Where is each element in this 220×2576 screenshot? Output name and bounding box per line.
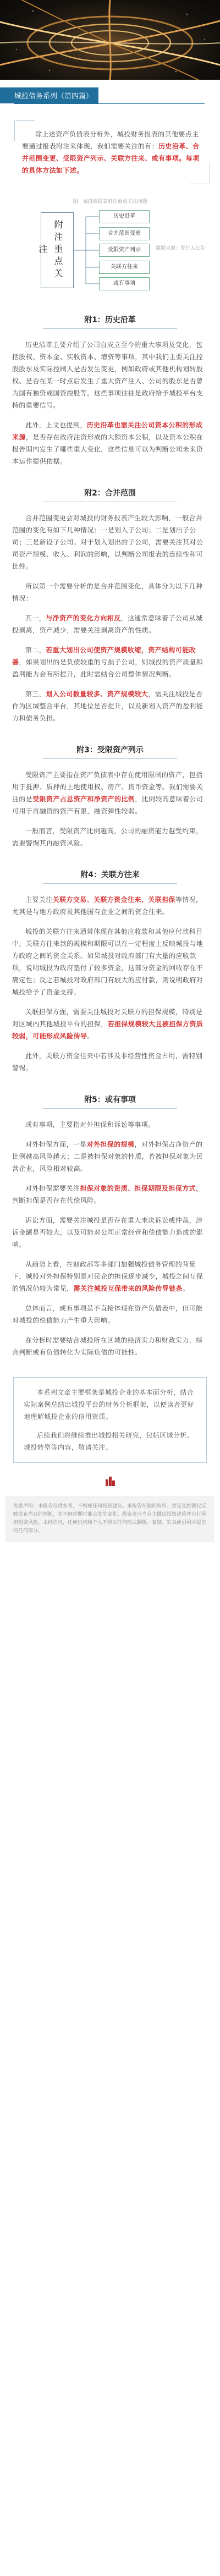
highlight-text: 历史沿革也需关注公司资本公积的形成来源 bbox=[12, 421, 203, 441]
section-paragraph bbox=[12, 419, 208, 467]
figure-caption: 图：城投债报表附注重点关注问题 bbox=[73, 199, 147, 205]
section-paragraph bbox=[12, 1006, 208, 1042]
body-text: 。 bbox=[183, 1285, 190, 1292]
body-text: ，这通常意味着子公司从城投剥离，资产减少，需要关注剥离资产的性质。 bbox=[12, 614, 203, 634]
section-paragraph bbox=[12, 926, 208, 998]
highlight-text: 受限资产占总资产和净资产的比例 bbox=[32, 795, 135, 803]
figure-source: 数据来源：发行人公告 bbox=[156, 246, 206, 251]
highlight-text: 担保对象的资质、担保期限及担保方式 bbox=[80, 1185, 196, 1192]
highlight-text: 划入公司数量较多、资产规模较大 bbox=[46, 690, 148, 698]
body-text: 关联担保方面，需要关注城投对关联方的担保规模，特别是对区域内其他城投平台的担保， bbox=[12, 1008, 203, 1028]
highlight-text: 若重大划出公司使资产规模收缩，资产结构可能改善 bbox=[12, 646, 196, 666]
conclusion-box bbox=[13, 1377, 207, 1463]
section-header bbox=[0, 487, 220, 502]
section-paragraph bbox=[12, 1334, 208, 1358]
mind-map-branch: 合并范围变更 bbox=[99, 227, 150, 240]
section-3 bbox=[0, 744, 220, 849]
section-paragraph bbox=[12, 612, 208, 636]
body-text: 对外担保方面，一是 bbox=[25, 1141, 87, 1148]
section-paragraph bbox=[12, 1050, 208, 1074]
section-paragraph bbox=[12, 644, 208, 680]
mind-map-center: 附注重点关注 bbox=[41, 212, 74, 288]
conclusion-paragraph: 本系列文章主要框架是城投企业的基本面分析，结合实际案例总结出城投平台的财务分析框架，以便读者更好地理解城投企业的信用资质。 bbox=[24, 1389, 195, 1421]
body-text: 城投的关联方往来通常体现在其他应收款和其他应付款科目中，关联方往来款的规模和期限可以在一定程度上反映城投与地方政府之间的资金关系。如果城投对政府部门有大量的应收款项，说明城投为政府垫付了较多资金，这部分资金的回收存在不确定性；反之若城投对政府部门有较大的应付款，则说明政府对城投给予了资金支持。 bbox=[12, 928, 204, 996]
mind-map bbox=[0, 209, 220, 294]
conclusion-paragraph: 后续我们将继续推出城投相关研究，包括区域分析、城投转型等内容，敬请关注。 bbox=[24, 1432, 194, 1451]
section-paragraph bbox=[12, 688, 208, 724]
section-paragraph bbox=[12, 1258, 208, 1295]
intro-text: 除上述资产负债表分析外，城投财务报表的其他要点主要通过报表附注来体现，我们需要关注的有： bbox=[22, 130, 199, 150]
body-text: 在分析时需要结合城投所在区域的经济实力和财政实力，综合判断或有负债转化为实际负债的可能性。 bbox=[12, 1336, 203, 1356]
body-text: ，判断担保是否存在代偿风险。 bbox=[12, 1185, 203, 1204]
footer-emblem bbox=[0, 1475, 220, 1489]
body-text: 一般而言，受限资产比例越高，公司的融资能力越受约束，需要警惕其再融资风险。 bbox=[12, 827, 203, 847]
body-text: ，是否存在政府注资形成的大额资本公积，以及资本公积在报告期内发生了哪些重大变化，这些信息可以为判断公司未来资本运作提供依据。 bbox=[12, 433, 204, 465]
body-text: 受限资产主要指在资产负债表中存在使用限制的资产，包括用于抵押、质押的土地使用权、房产、货币资金等。我们需要关注的是 bbox=[12, 771, 204, 803]
section-title: 附3：受限资产列示 bbox=[76, 746, 144, 755]
mind-map-branch: 受限资产列示 bbox=[99, 244, 150, 257]
section-2 bbox=[0, 487, 220, 724]
body-text: 从趋势上看，在财政部等多部门加强城投债务管理的背景下，城投对外担保特别是对民企的担保逐步减少，城投之间互保的情况仍较为常见， bbox=[12, 1261, 204, 1292]
body-text: 第三， bbox=[25, 690, 46, 698]
series-header bbox=[0, 80, 220, 108]
section-header bbox=[0, 314, 220, 329]
body-text: ，需关注城投是否作为区域整合平台，其地位是否提升，以及新划入资产的盈利能力和债务负担。 bbox=[12, 690, 204, 722]
mind-map-branch: 历史沿革 bbox=[99, 210, 150, 223]
mind-map-branch: 或有事项 bbox=[99, 277, 150, 290]
interchange-illustration bbox=[0, 0, 220, 80]
section-paragraph bbox=[12, 1182, 208, 1207]
intro-box bbox=[14, 120, 210, 184]
section-title: 附1：历史沿革 bbox=[84, 316, 136, 324]
section-paragraph bbox=[12, 1119, 208, 1131]
section-paragraph bbox=[12, 580, 208, 604]
building-icon bbox=[104, 1475, 116, 1487]
figure bbox=[0, 193, 220, 294]
section-title: 附2：合并范围 bbox=[84, 489, 136, 498]
section-paragraph bbox=[12, 1214, 208, 1251]
section-divider bbox=[43, 758, 177, 759]
body-text: 诉讼方面，需要关注城投是否存在重大未决诉讼或仲裁，涉诉金额是否较大，以及可能对公司正常经营和偿债能力造成的影响。 bbox=[12, 1217, 204, 1248]
corner-decoration bbox=[14, 120, 35, 141]
body-text: 合并范围变更会对城投的财务报表产生较大影响，一般合并范围的变化有如下几种情况：一是划入子公司；二是划出子公司；三是新设子公司。对于划入划出的子公司，需要关注其对公司资产规模、收入、利润的影响，以判断公司报表的连续性和可比性。 bbox=[12, 514, 204, 570]
body-text: 总体而言，或有事项虽不直接体现在资产负债表中，但可能对城投的偿债能力产生重大影响。 bbox=[12, 1304, 203, 1324]
section-header bbox=[0, 1094, 220, 1109]
section-header bbox=[0, 744, 220, 759]
corner-decoration bbox=[189, 163, 210, 184]
section-paragraph bbox=[12, 1138, 208, 1175]
section-title: 附4：关联方往来 bbox=[80, 871, 140, 879]
section-divider bbox=[43, 1108, 177, 1109]
highlight-text: 关联方交易、关联方资金往来、关联担保 bbox=[52, 896, 175, 904]
series-underline bbox=[14, 103, 205, 104]
intro-highlight-end: 每项的具体方法如下述。 bbox=[22, 155, 200, 174]
body-text: 对外担保需要关注 bbox=[25, 1185, 80, 1192]
section-divider bbox=[43, 883, 177, 884]
body-text: ，比例较高意味着公司可用于再融资的资产有限，融资弹性较弱。 bbox=[12, 795, 204, 815]
intro-highlight: 历史沿革、合并范围变更、受限资产列示、关联方往来、或有事项。 bbox=[22, 142, 200, 162]
body-text: 此外，上文也提到， bbox=[25, 421, 87, 429]
banner-image bbox=[0, 0, 220, 80]
section-paragraph bbox=[12, 339, 208, 411]
connector-lines bbox=[74, 209, 101, 294]
mind-map-branch: 关联方往来 bbox=[99, 261, 150, 274]
disclaimer-text: 免责声明：本报告仅供参考，不构成任何投资建议。本报告所载的资料、意见及推测仅反映发布当日的判断，在不同时期可能会发生变化。投资者应当自主做出投资决策并自行承担投资风险。未经许可，任何机构和个人不得以任何形式翻版、复制、发表或引用本报告的任何部分。 bbox=[6, 1496, 215, 1542]
section-paragraph bbox=[12, 894, 208, 918]
section-header bbox=[0, 869, 220, 884]
section-divider bbox=[43, 328, 177, 329]
series-tag: 城投债务系列（第四篇） bbox=[0, 87, 98, 103]
body-text: 此外，关联方资金往来中若涉及非经营性资金占用，需特别警惕。 bbox=[12, 1052, 203, 1072]
highlight-text: 需关注城投互保带来的风险传导链条 bbox=[73, 1285, 183, 1292]
body-text: 主要关注 bbox=[25, 896, 53, 904]
body-text: 。 bbox=[87, 1032, 94, 1040]
intro-paragraph bbox=[22, 128, 202, 177]
section-paragraph bbox=[12, 1302, 208, 1326]
highlight-text: 对外担保的规模 bbox=[86, 1141, 135, 1148]
section-paragraph bbox=[12, 769, 208, 817]
highlight-text: 若担保规模较大且被担保方资质较弱，可能形成风险传导 bbox=[12, 1020, 204, 1040]
body-text: ，如果划出的是负债较重的亏损子公司，则城投的资产质量和盈利能力会有所提升，此时需结合公司整体情况判断。 bbox=[12, 658, 204, 678]
body-text: 或有事项，主要指对外担保和诉讼等事项。 bbox=[25, 1121, 155, 1129]
body-text: 第二， bbox=[25, 646, 46, 654]
section-5 bbox=[0, 1094, 220, 1358]
sections-container bbox=[0, 314, 220, 1358]
section-paragraph bbox=[12, 512, 208, 573]
section-1 bbox=[0, 314, 220, 467]
body-text: 其一， bbox=[25, 614, 46, 622]
section-paragraph bbox=[12, 825, 208, 849]
body-text: 等情况，尤其是与地方政府及其他国有企业之间的资金往来。 bbox=[12, 896, 203, 916]
section-4 bbox=[0, 869, 220, 1074]
body-text: ，对外担保占净资产的比例越高风险越大；二是被担保对象的性质，若被担保对象为民营企业，风险相对较高。 bbox=[12, 1141, 204, 1173]
highlight-text: 与净资产的变化方向相反 bbox=[46, 614, 121, 622]
section-title: 附5：或有事项 bbox=[84, 1096, 136, 1104]
body-text: 历史沿革主要介绍了公司自成立至今的重大事项及变化，包括股权、资本金、实收资本、增资等事项，其中我们主要关注控股股东及实际控制人是否发生变更，例如政府或其他机构划转股权、是否在某一时点后发生了重大资产注入、公司的股东是否曾为国有独资或国资控股等。这些事项往往是政府给予城投平台支持的重要信号。 bbox=[12, 341, 204, 409]
body-text: 所以第一个需要分析的是合并范围变化，具体分为以下几种情况： bbox=[12, 582, 203, 602]
